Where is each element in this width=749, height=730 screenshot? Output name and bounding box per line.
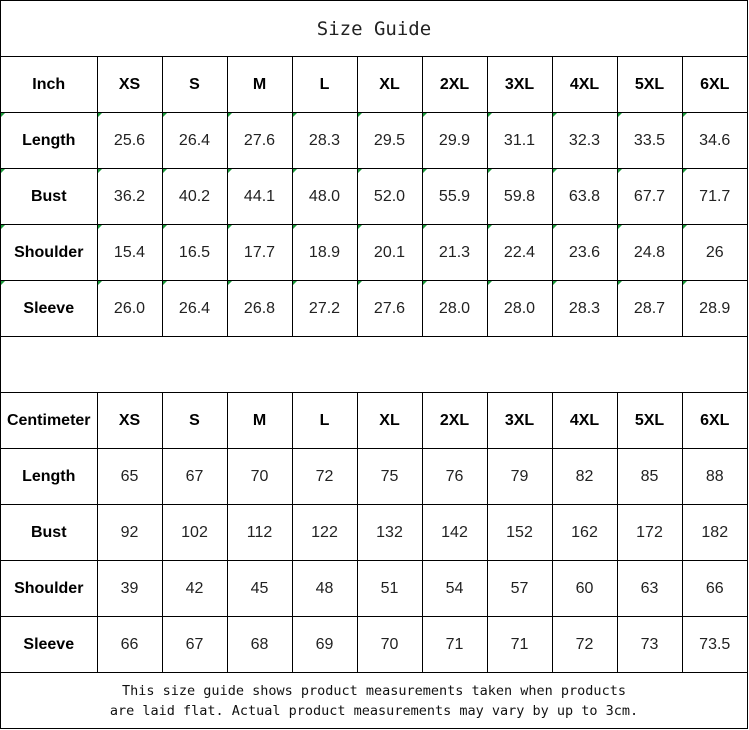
measurement-value: 28.3 [292, 113, 357, 169]
measurement-value: 92 [97, 505, 162, 561]
measurement-note-line-2: are laid flat. Actual product measurements may vary by up to 3cm. [109, 702, 639, 719]
measurement-value: 45 [227, 561, 292, 617]
measurement-value: 162 [552, 505, 617, 561]
measurement-value: 59.8 [487, 169, 552, 225]
size-header: 2XL [422, 393, 487, 449]
measurement-value: 182 [682, 505, 747, 561]
table-row [1, 225, 747, 281]
measurement-value: 73.5 [682, 617, 747, 673]
measurement-value: 26.8 [227, 281, 292, 337]
measurement-value: 28.0 [487, 281, 552, 337]
measurement-value: 79 [487, 449, 552, 505]
measurement-value: 67 [162, 449, 227, 505]
measurement-value: 33.5 [617, 113, 682, 169]
size-header: L [292, 57, 357, 113]
measurement-value: 18.9 [292, 225, 357, 281]
measurement-value: 72 [552, 617, 617, 673]
measurement-value: 22.4 [487, 225, 552, 281]
measurement-value: 44.1 [227, 169, 292, 225]
size-header: 2XL [422, 57, 487, 113]
measurement-value: 27.6 [357, 281, 422, 337]
measurement-value: 102 [162, 505, 227, 561]
measurement-value: 34.6 [682, 113, 747, 169]
measurement-value: 54 [422, 561, 487, 617]
measurement-value: 67 [162, 617, 227, 673]
table-row [1, 281, 747, 337]
size-header: XS [97, 57, 162, 113]
measurement-value: 63.8 [552, 169, 617, 225]
measurement-value: 32.3 [552, 113, 617, 169]
measurement-value: 70 [227, 449, 292, 505]
measurement-value: 85 [617, 449, 682, 505]
measurement-label: Shoulder [1, 225, 97, 281]
measurement-value: 122 [292, 505, 357, 561]
measurement-value: 26 [682, 225, 747, 281]
size-header: 5XL [617, 57, 682, 113]
unit-label: Centimeter [1, 393, 97, 449]
measurement-value: 26.0 [97, 281, 162, 337]
measurement-value: 15.4 [97, 225, 162, 281]
measurement-value: 27.2 [292, 281, 357, 337]
measurement-value: 48 [292, 561, 357, 617]
size-header: 3XL [487, 57, 552, 113]
size-header: 6XL [682, 57, 747, 113]
measurement-value: 67.7 [617, 169, 682, 225]
measurement-value: 71 [487, 617, 552, 673]
header-row [1, 57, 747, 113]
measurement-label: Bust [1, 169, 97, 225]
measurement-value: 70 [357, 617, 422, 673]
measurement-label: Length [1, 113, 97, 169]
table-row [1, 449, 747, 505]
table-row [1, 617, 747, 673]
size-header: L [292, 393, 357, 449]
measurement-value: 25.6 [97, 113, 162, 169]
measurement-note [1, 673, 747, 728]
measurement-label: Sleeve [1, 281, 97, 337]
measurement-label: Sleeve [1, 617, 97, 673]
measurement-value: 51 [357, 561, 422, 617]
measurement-value: 16.5 [162, 225, 227, 281]
measurement-value: 40.2 [162, 169, 227, 225]
size-header: 4XL [552, 57, 617, 113]
measurement-value: 20.1 [357, 225, 422, 281]
measurement-value: 76 [422, 449, 487, 505]
size-header: XS [97, 393, 162, 449]
measurement-value: 28.9 [682, 281, 747, 337]
measurement-value: 27.6 [227, 113, 292, 169]
inch-size-table [1, 57, 747, 337]
measurement-value: 48.0 [292, 169, 357, 225]
centimeter-size-table [1, 393, 747, 673]
measurement-value: 73 [617, 617, 682, 673]
measurement-value: 23.6 [552, 225, 617, 281]
measurement-value: 28.0 [422, 281, 487, 337]
table-row [1, 113, 747, 169]
size-header: S [162, 393, 227, 449]
measurement-value: 21.3 [422, 225, 487, 281]
measurement-value: 17.7 [227, 225, 292, 281]
table-row [1, 505, 747, 561]
measurement-value: 82 [552, 449, 617, 505]
measurement-value: 65 [97, 449, 162, 505]
measurement-value: 142 [422, 505, 487, 561]
measurement-value: 72 [292, 449, 357, 505]
measurement-label: Length [1, 449, 97, 505]
measurement-value: 152 [487, 505, 552, 561]
size-header: XL [357, 393, 422, 449]
measurement-value: 31.1 [487, 113, 552, 169]
measurement-value: 39 [97, 561, 162, 617]
measurement-label: Bust [1, 505, 97, 561]
measurement-value: 132 [357, 505, 422, 561]
measurement-value: 55.9 [422, 169, 487, 225]
size-header: S [162, 57, 227, 113]
measurement-value: 172 [617, 505, 682, 561]
size-header: M [227, 57, 292, 113]
measurement-value: 60 [552, 561, 617, 617]
size-header: 3XL [487, 393, 552, 449]
measurement-value: 112 [227, 505, 292, 561]
size-header: 6XL [682, 393, 747, 449]
header-row [1, 393, 747, 449]
size-guide-title: Size Guide [1, 1, 747, 57]
measurement-value: 52.0 [357, 169, 422, 225]
table-row [1, 169, 747, 225]
table-separator [1, 337, 747, 393]
measurement-value: 28.3 [552, 281, 617, 337]
measurement-value: 26.4 [162, 113, 227, 169]
size-header: 4XL [552, 393, 617, 449]
measurement-value: 68 [227, 617, 292, 673]
measurement-value: 42 [162, 561, 227, 617]
measurement-value: 57 [487, 561, 552, 617]
measurement-value: 24.8 [617, 225, 682, 281]
measurement-value: 69 [292, 617, 357, 673]
measurement-value: 28.7 [617, 281, 682, 337]
measurement-label: Shoulder [1, 561, 97, 617]
measurement-value: 66 [97, 617, 162, 673]
size-header: M [227, 393, 292, 449]
measurement-value: 88 [682, 449, 747, 505]
measurement-note-line-1: This size guide shows product measurements taken when products [122, 682, 626, 699]
unit-label: Inch [1, 57, 97, 113]
measurement-value: 66 [682, 561, 747, 617]
measurement-value: 29.5 [357, 113, 422, 169]
table-row [1, 561, 747, 617]
size-header: 5XL [617, 393, 682, 449]
measurement-value: 63 [617, 561, 682, 617]
measurement-value: 75 [357, 449, 422, 505]
measurement-value: 71.7 [682, 169, 747, 225]
measurement-value: 29.9 [422, 113, 487, 169]
measurement-value: 71 [422, 617, 487, 673]
size-header: XL [357, 57, 422, 113]
measurement-value: 26.4 [162, 281, 227, 337]
measurement-value: 36.2 [97, 169, 162, 225]
